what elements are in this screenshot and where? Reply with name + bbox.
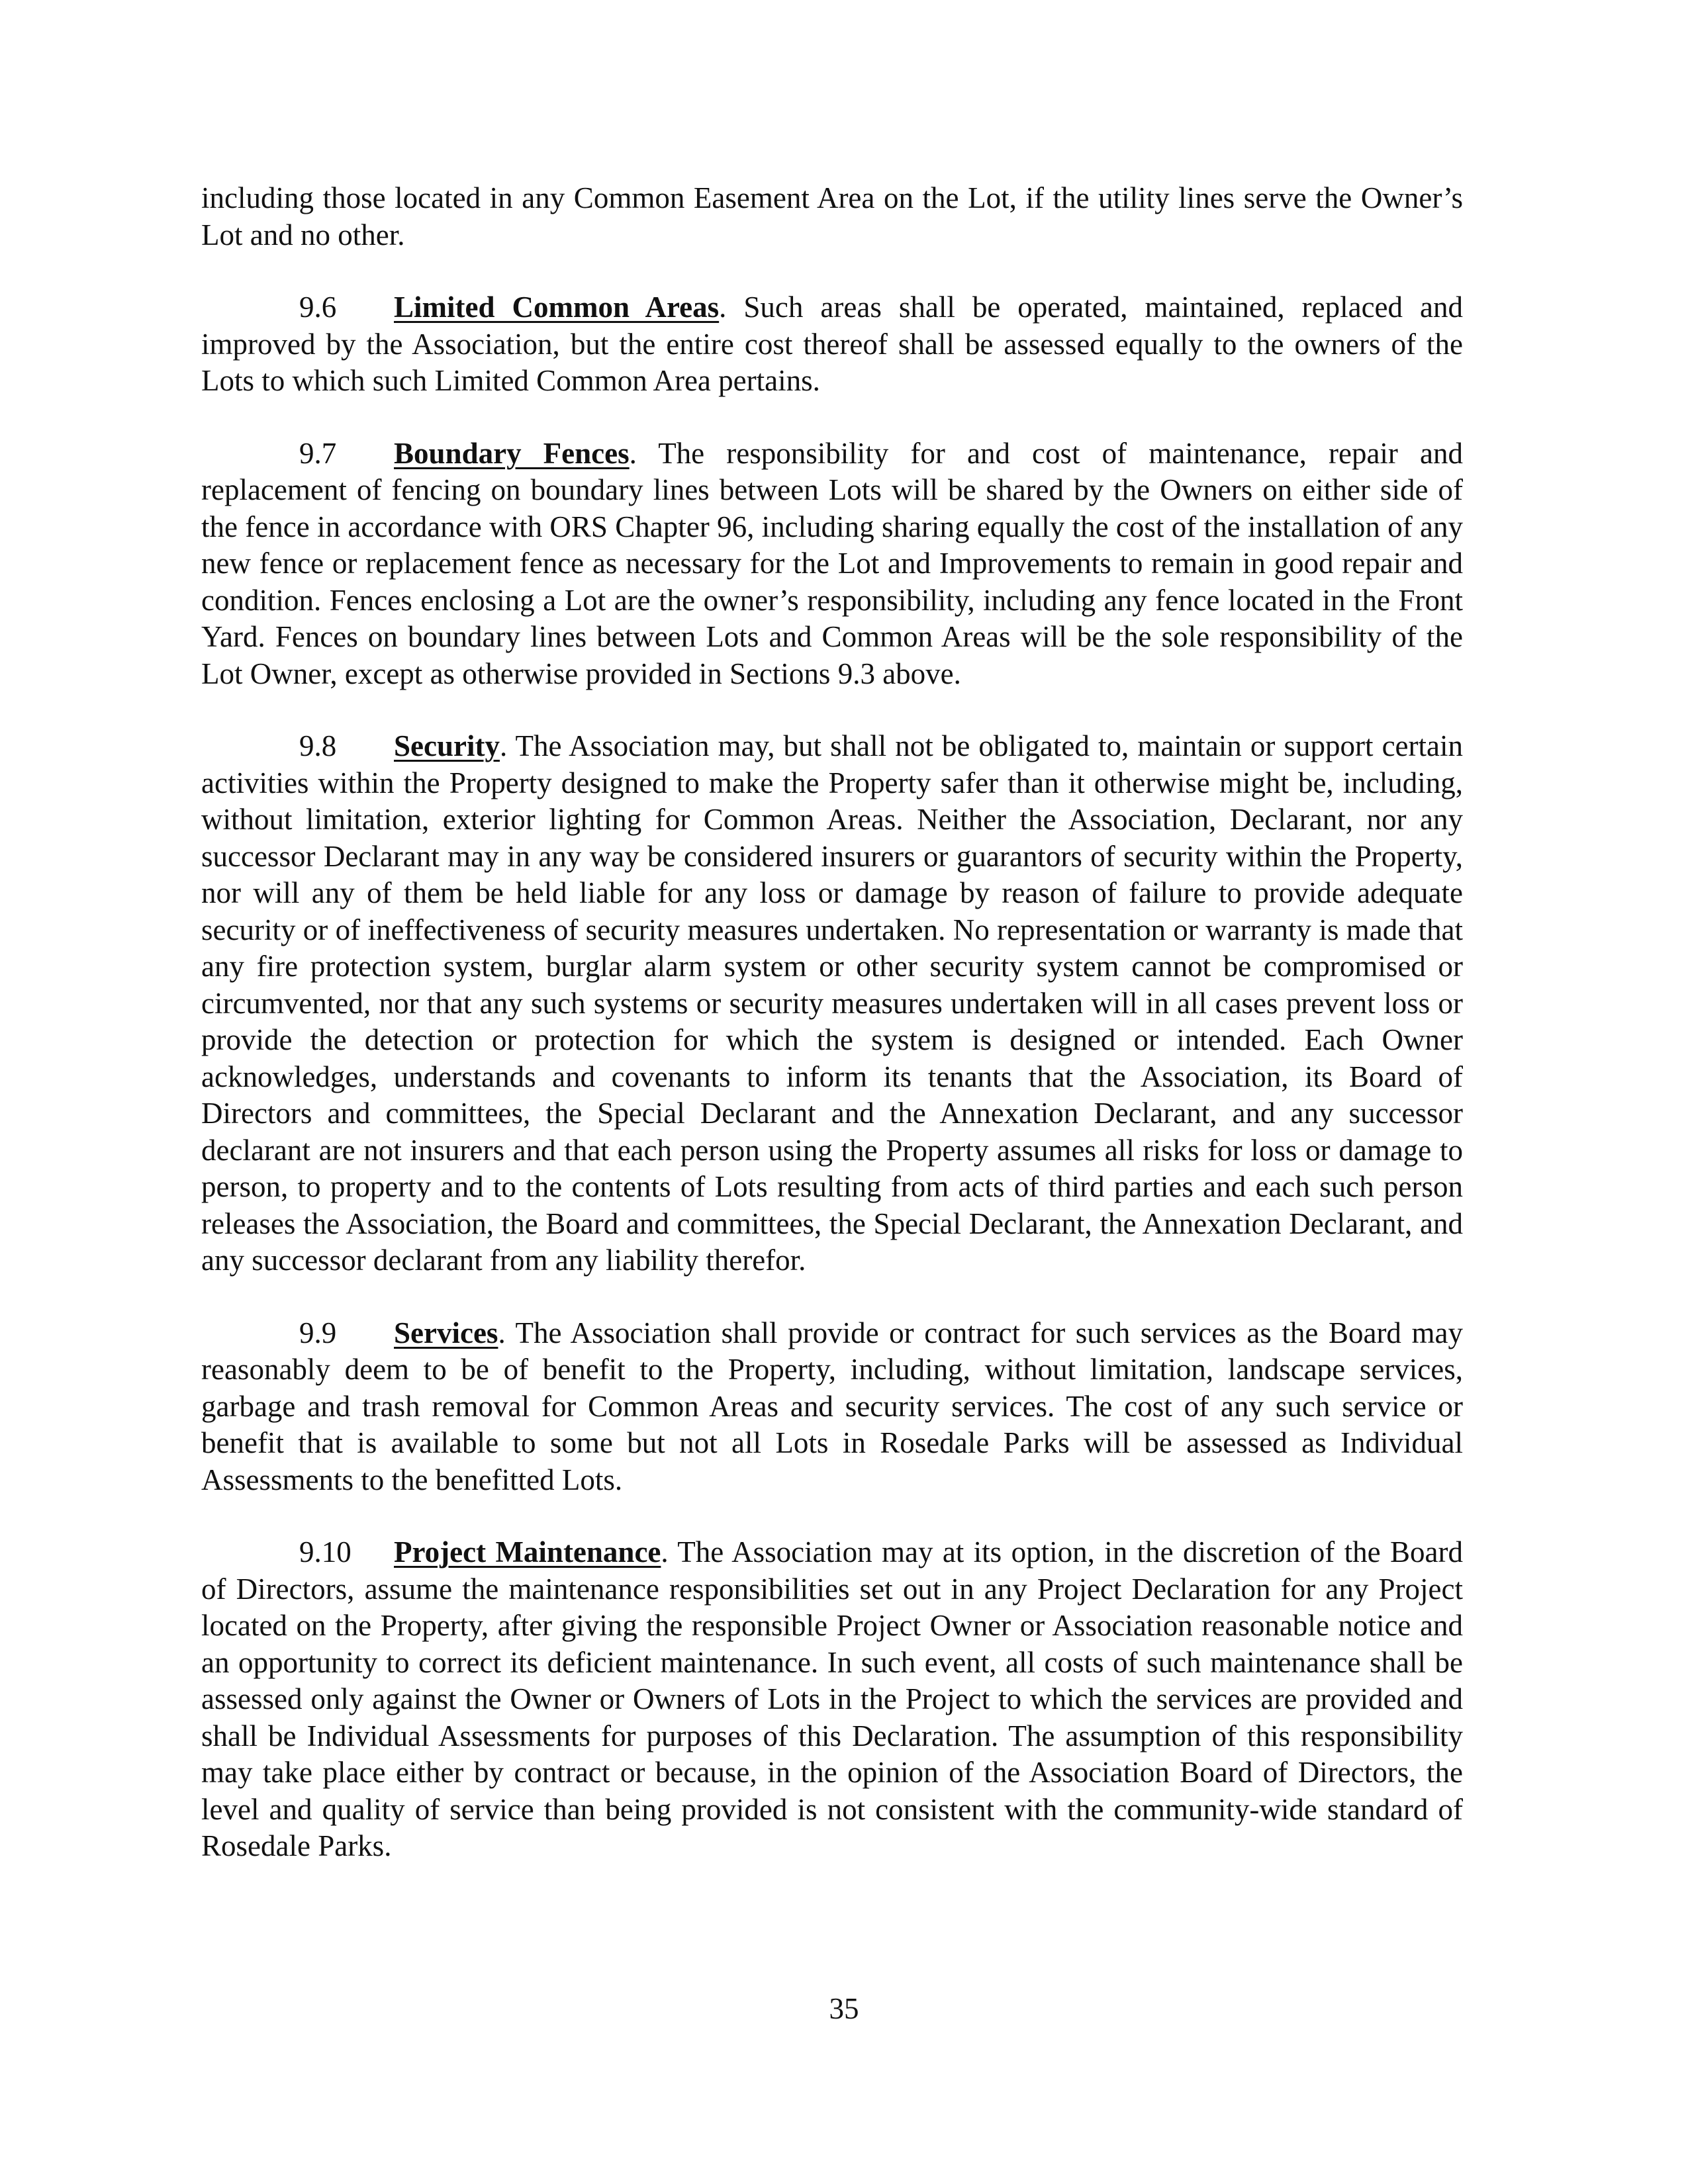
section-9-6 bbox=[201, 289, 1463, 400]
section-body: . The Association shall provide or contract for such services as the Board may reasonably deem to be of benefit to the Property, including, without limitation, landscape services, garbage and trash removal for Common Areas and security services. The cost of any such service or benefit that is available to some but not all Lots in Rosedale Parks will be assessed as Individual Assessments to the benefitted Lots. bbox=[201, 1316, 1463, 1496]
section-body: . The responsibility for and cost of maintenance, repair and replacement of fencing on boundary lines between Lots will be shared by the Owners on either side of the fence in accordance with ORS Chapter 96, including sharing equally the cost of the installation of any new fence or replacement fence as necessary for the Lot and Improvements to remain in good repair and condition. Fences enclosing a Lot are the owner’s responsibility, including any fence located in the Front Yard. Fences on boundary lines between Lots and Common Areas will be the sole responsibility of the Lot Owner, except as otherwise provided in Sections 9.3 above. bbox=[201, 436, 1464, 690]
page-number: 35 bbox=[829, 1992, 859, 2025]
document-page bbox=[201, 180, 1463, 2033]
section-heading: Boundary Fences bbox=[394, 436, 630, 470]
section-body: . The Association may at its option, in the discretion of the Board of Directors, assume the maintenance responsibilities set out in any Project Declaration for any Project located on the Property, after giving the responsible Project Owner or Association reasonable notice and an opportunity to correct its deficient maintenance. In such event, all costs of such maintenance shall be assessed only against the Owner or Owners of Lots in the Project to which the services are provided and shall be Individual Assessments for purposes of this Declaration. The assumption of this responsibility may take place either by contract or because, in the opinion of the Association Board of Directors, the level and quality of service than being provided is not consistent with the community-wide standard of Rosedale Parks. bbox=[201, 1535, 1463, 1862]
section-9-8 bbox=[201, 728, 1463, 1279]
continuation-paragraph: including those located in any Common Easement Area on the Lot, if the utility lines serve the Owner’s Lot and no other. bbox=[201, 181, 1463, 251]
section-heading: Security bbox=[394, 729, 500, 762]
section-9-9 bbox=[201, 1315, 1463, 1499]
section-body: . Such areas shall be operated, maintained, replaced and improved by the Association, but the entire cost thereof shall be assessed equally to the owners of the Lots to which such Limited Common Area pertains. bbox=[201, 291, 1463, 397]
section-9-10 bbox=[201, 1534, 1463, 1865]
section-number: 9.8 bbox=[299, 729, 337, 762]
section-number: 9.10 bbox=[299, 1535, 352, 1569]
section-number: 9.7 bbox=[299, 436, 337, 470]
section-heading: Services bbox=[394, 1316, 498, 1349]
section-body: . The Association may, but shall not be obligated to, maintain or support certain activities within the Property designed to make the Property safer than it otherwise might be, including, without limitation, exterior lighting for Common Areas. Neither the Association, Declarant, nor any successor Declarant may in any way be considered insurers or guarantors of security within the Property, nor will any of them be held liable for any loss or damage by reason of failure to provide adequate security or of ineffectiveness of security measures undertaken. No representation or warranty is made that any fire protection system, burglar alarm system or other security system cannot be compromised or circumvented, nor that any such systems or security measures undertaken will in all cases prevent loss or provide the detection or protection for which the system is designed or intended. Each Owner acknowledges, understands and covenants to inform its tenants that the Association, its Board of Directors and committees, the Special Declarant and the Annexation Declarant, and any successor declarant are not insurers and that each person using the Property assumes all risks for loss or damage to person, to property and to the contents of Lots resulting from acts of third parties and each such person releases the Association, the Board and committees, the Special Declarant, the Annexation Declarant, and any successor declarant from any liability therefor. bbox=[201, 729, 1463, 1277]
section-number: 9.6 bbox=[299, 291, 337, 324]
section-number: 9.9 bbox=[299, 1316, 337, 1349]
section-9-7 bbox=[201, 435, 1463, 693]
section-heading: Project Maintenance bbox=[394, 1535, 661, 1569]
section-heading: Limited Common Areas bbox=[394, 291, 720, 324]
